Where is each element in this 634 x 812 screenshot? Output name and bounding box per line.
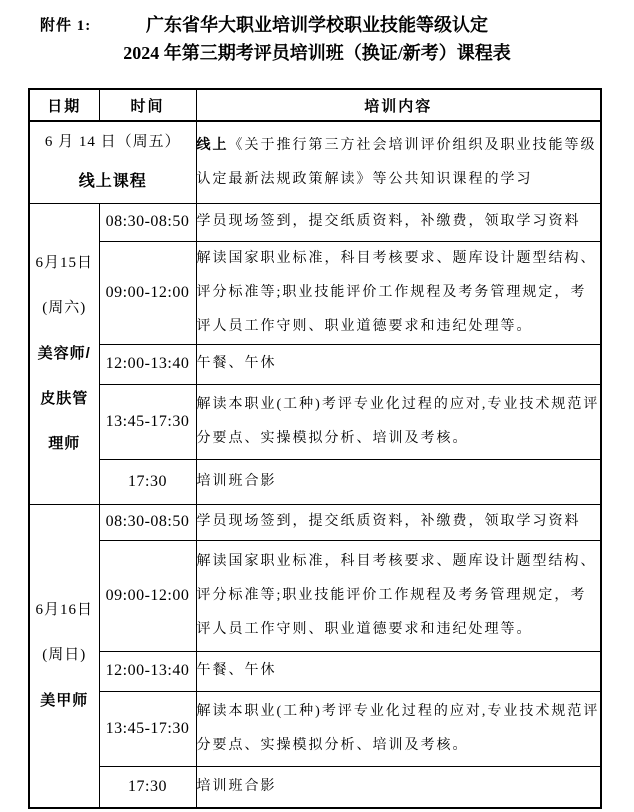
job-title-line: 美甲师 [40, 692, 89, 710]
schedule-row [29, 344, 601, 384]
course-schedule-table [28, 88, 602, 809]
content-cell: 解读国家职业标准，科目考核要求、题库设计题型结构、评分标准等;职业技能评价工作规程及考务管理规定，考评人员工作守则、职业道德要求和违纪处理等。 [196, 241, 601, 344]
content-cell: 学员现场签到，提交纸质资料，补缴费，领取学习资料 [196, 504, 601, 540]
document-header [0, 0, 634, 68]
time-cell: 09:00-12:00 [99, 241, 196, 344]
page-subtitle: 2024 年第三期考评员培训班（换证/新考）课程表 [123, 43, 511, 63]
job-title-line: 皮肤管 [40, 390, 89, 407]
content-text: 《关于推行第三方社会培训评价组织及职业技能等级认定最新法规政策解读》等公共知识课程的学习 [196, 138, 597, 188]
schedule-row-online [29, 121, 601, 203]
schedule-row [29, 651, 601, 691]
page-title: 广东省华大职业培训学校职业技能等级认定 [146, 15, 488, 35]
date-text: 6 月 14 日（周五） [44, 134, 181, 151]
date-cell-jun16 [29, 504, 99, 808]
content-cell [196, 121, 601, 203]
time-cell: 13:45-17:30 [99, 691, 196, 766]
date-text: 6月15日 [35, 255, 93, 271]
time-cell: 17:30 [99, 459, 196, 504]
date-text: 6月16日 [35, 602, 93, 619]
time-cell: 08:30-08:50 [99, 203, 196, 241]
weekday-text: (周六) [42, 300, 87, 316]
schedule-row [29, 691, 601, 766]
header-cell-content: 培训内容 [196, 89, 601, 121]
time-cell: 13:45-17:30 [99, 384, 196, 459]
content-cell: 培训班合影 [196, 459, 601, 504]
job-title-line: 理师 [48, 435, 81, 452]
content-cell: 学员现场签到，提交纸质资料，补缴费，领取学习资料 [196, 203, 601, 241]
job-title-line: 美容师/ [37, 345, 91, 362]
schedule-row [29, 203, 601, 241]
attachment-label: 附件 1: [40, 18, 92, 34]
time-cell: 09:00-12:00 [99, 540, 196, 651]
time-cell: 17:30 [99, 766, 196, 808]
content-cell: 午餐、午休 [196, 651, 601, 691]
schedule-row [29, 766, 601, 808]
header-cell-time: 时间 [99, 89, 196, 121]
time-cell: 12:00-13:40 [99, 344, 196, 384]
time-cell: 08:30-08:50 [99, 504, 196, 540]
schedule-row [29, 384, 601, 459]
schedule-row [29, 540, 601, 651]
table-header-row [29, 89, 601, 121]
content-cell: 午餐、午休 [196, 344, 601, 384]
course-mode-label: 线上课程 [78, 173, 147, 191]
content-cell: 培训班合影 [196, 766, 601, 808]
time-cell: 12:00-13:40 [99, 651, 196, 691]
weekday-text: (周日) [42, 647, 87, 664]
schedule-row [29, 504, 601, 540]
schedule-row [29, 241, 601, 344]
header-cell-date: 日期 [29, 89, 99, 121]
content-cell: 解读本职业(工种)考评专业化过程的应对,专业技术规范评分要点、实操模拟分析、培训及考核。 [196, 384, 601, 459]
title-line-1 [0, 12, 634, 38]
schedule-row [29, 459, 601, 504]
date-cell-jun14 [29, 121, 196, 203]
content-cell: 解读本职业(工种)考评专业化过程的应对,专业技术规范评分要点、实操模拟分析、培训及考核。 [196, 691, 601, 766]
date-cell-jun15 [29, 203, 99, 504]
content-cell: 解读国家职业标准，科目考核要求、题库设计题型结构、评分标准等;职业技能评价工作规程及考务管理规定，考评人员工作守则、职业道德要求和违纪处理等。 [196, 540, 601, 651]
content-lead: 线上 [196, 136, 229, 153]
